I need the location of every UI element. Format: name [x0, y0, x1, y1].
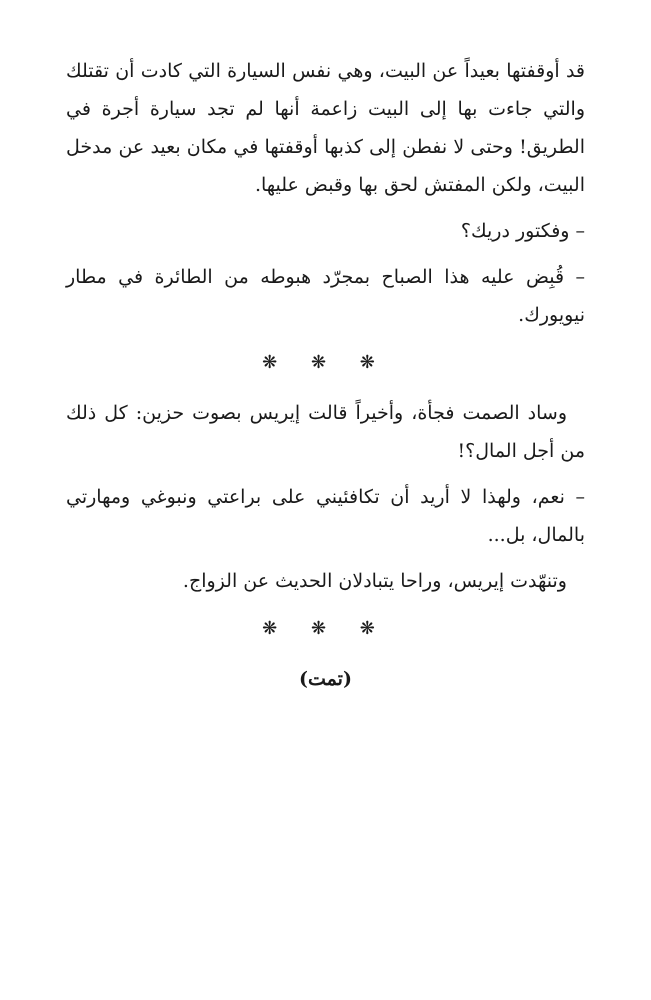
paragraph-dialogue-question: – وفكتور دريك؟	[460, 220, 585, 242]
paragraph-car: قد أوقفتها بعيداً عن البيت، وهي نفس السيارة التي كادت أن تقتلك والتي جاءت بها إلى البيت زاعمة أنها لم تجد سيارة أجرة في الطريق! وحتى لا نفطن إلى كذبها أوقفتها في مكان بعيد عن مدخل البيت، ولكن المفتش لحق بها وقبض عليها.	[66, 60, 585, 196]
page-body	[66, 52, 585, 698]
section-separator: ❋ ❋ ❋	[262, 352, 389, 373]
paragraph-dialogue-reward: – نعم، ولهذا لا أريد أن تكافئيني على براعتي ونبوغي ومهارتي بالمال، بل...	[66, 486, 585, 546]
paragraph-silence: وساد الصمت فجأة، وأخيراً قالت إيريس بصوت حزين: كل ذلك من أجل المال؟!	[66, 402, 585, 462]
ending-mark: (تمت)	[299, 668, 352, 690]
paragraph-dialogue-arrest: – قُبِض عليه هذا الصباح بمجرّد هبوطه من الطائرة في مطار نيويورك.	[66, 266, 585, 326]
paragraph-marriage: وتنهّدت إيريس، وراحا يتبادلان الحديث عن الزواج.	[182, 570, 567, 592]
section-separator: ❋ ❋ ❋	[262, 618, 389, 639]
